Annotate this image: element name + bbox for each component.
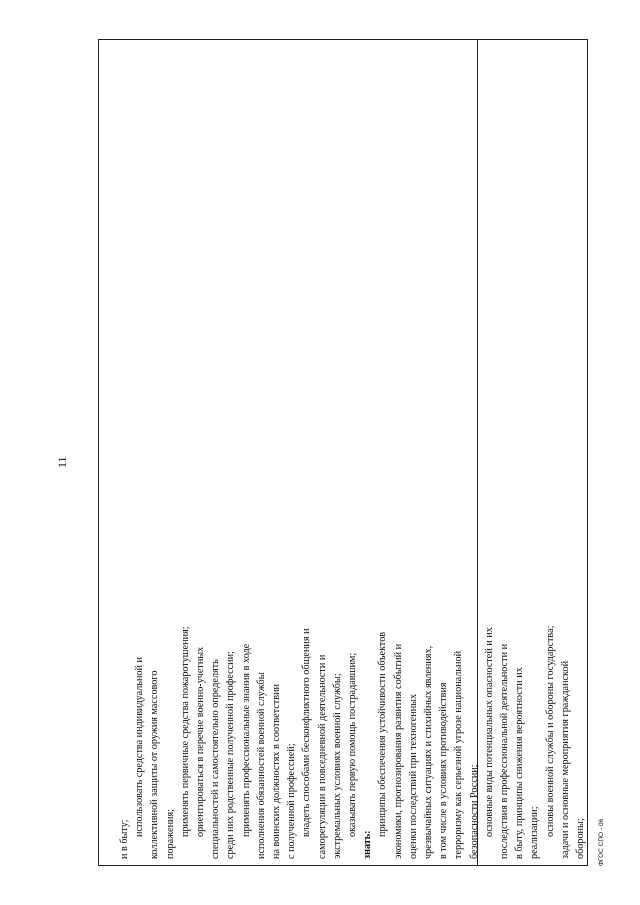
text-line: последствия в профессиональной деятельности и [499,643,511,859]
text-line: экстремальных условиях военной службы; [331,673,343,859]
text-line: среди них родственные полученной профессии; [225,651,237,859]
text-line: чрезвычайных ситуациях и стихийных явлениях, [423,645,435,859]
text-line: владеть способами бесконфликтного общения и [301,628,313,837]
text-line: с полученной профессией; [286,743,298,859]
text-line: коллективной защиты от оружия массового [149,670,161,859]
text-line: оказывать первую помощь пострадавшим; [347,652,359,837]
text-line: терроризму как серьезной угрозе национальной [453,650,465,859]
text-line: знать: [362,830,374,859]
text-line: обороны; [575,818,587,859]
rotated-page [55,39,605,866]
text-line: в быту, принципы снижения вероятности их [514,667,526,859]
text-line: применять профессиональные знания в ходе [240,643,252,837]
text-line: основные виды потенциальных опасностей и их [483,627,495,837]
page-number: 11 [55,456,69,468]
text-line: принципы обеспечения устойчивости объектов [377,631,389,837]
text-line: безопасности России; [468,764,480,859]
text-line: исполнения обязанностей военной службы [255,672,267,859]
footer-code: ФГОС СПО - 06 [598,818,605,866]
competence-cell [117,485,587,865]
text-line: в том числе в условиях противодействия [438,682,450,859]
text-line: оценки последствий при техногенных [407,693,419,859]
text-line: задачи и основные мероприятия гражданской [559,660,571,859]
text-line: экономики, прогнозирования развития событий и [392,643,404,859]
text-line: поражения; [164,808,176,859]
text-line: саморегуляции в повседневной деятельности и [316,654,328,859]
text-line: применять первичные средства пожаротушения; [179,626,191,837]
text-line: ориентироваться в перечне военно-учетных [195,646,207,837]
text-line: использовать средства индивидуальной и [134,657,146,837]
text-line: основы военной службы и обороны государства; [544,625,556,837]
text-line: и в быту; [119,819,130,859]
text-line: специальностей и самостоятельно определять [210,659,222,859]
text-line: реализации; [529,806,541,859]
table [98,39,588,866]
text-line: на воинских должностях в соответствии [271,684,283,859]
